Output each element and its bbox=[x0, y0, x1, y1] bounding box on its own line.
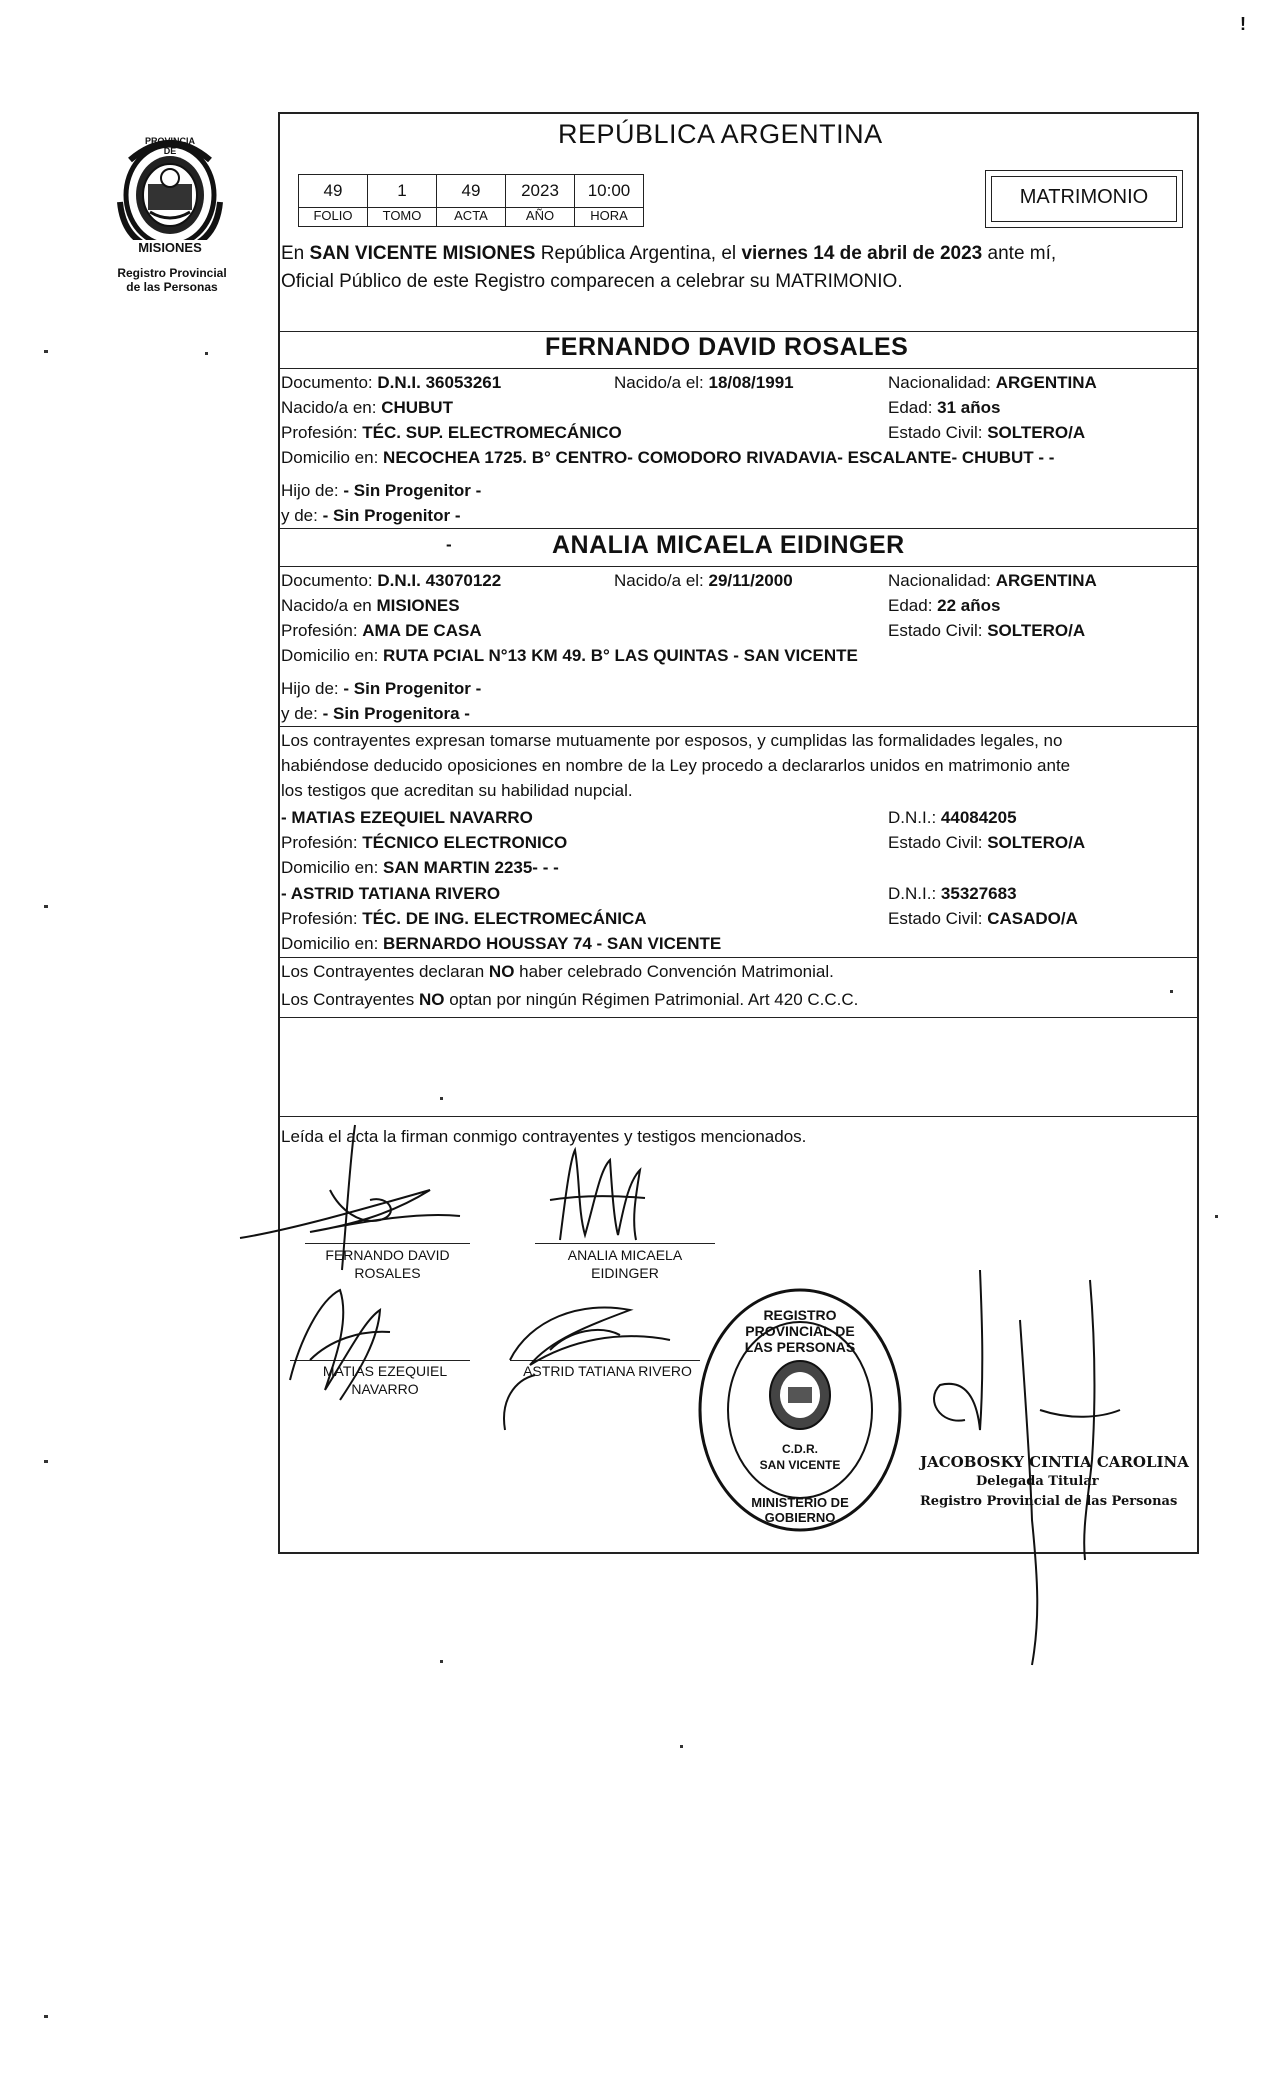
label: Hijo de: bbox=[281, 481, 339, 500]
value: - Sin Progenitor - bbox=[343, 481, 482, 500]
spouse1-nationality bbox=[888, 373, 1097, 393]
value: BERNARDO HOUSSAY 74 - SAN VICENTE bbox=[383, 934, 722, 953]
spouse2-civil-status bbox=[888, 621, 1085, 641]
official-stamp-registry: Registro Provincial de las Personas bbox=[920, 1494, 1178, 1509]
spouse2-birthplace bbox=[281, 596, 460, 616]
value: MISIONES bbox=[376, 596, 460, 615]
text: optan por ningún Régimen Patrimonial. Art 420 C.C.C. bbox=[449, 990, 859, 1009]
spouse1-civil-status bbox=[888, 423, 1085, 443]
label: Profesión: bbox=[281, 909, 358, 928]
label: y de: bbox=[281, 704, 318, 723]
divider bbox=[278, 1116, 1199, 1117]
year-value: 2023 bbox=[505, 174, 575, 208]
official-stamp-title: Delegada Titular bbox=[976, 1474, 1099, 1489]
label: Estado Civil: bbox=[888, 621, 983, 640]
logo-caption-line1: Registro Provincial bbox=[117, 266, 227, 280]
speck bbox=[1215, 1215, 1218, 1218]
value: - Sin Progenitora - bbox=[322, 704, 470, 723]
sig-label-line2: EIDINGER bbox=[591, 1265, 659, 1281]
value: 22 años bbox=[937, 596, 1001, 615]
spouse1-parent2 bbox=[281, 506, 460, 526]
logo-caption-line2: de las Personas bbox=[126, 280, 218, 294]
value: - Sin Progenitor - bbox=[322, 506, 461, 525]
witness2-profession bbox=[281, 909, 647, 929]
value: 18/08/1991 bbox=[708, 373, 794, 392]
value: CASADO/A bbox=[987, 909, 1078, 928]
witness1-address bbox=[281, 858, 559, 878]
witness1-profession bbox=[281, 833, 567, 853]
label: Nacido/a el: bbox=[614, 373, 704, 392]
sig-label-line1: FERNANDO DAVID bbox=[325, 1247, 450, 1263]
divider bbox=[278, 1017, 1199, 1018]
witness1-dni bbox=[888, 808, 1017, 828]
registry-logo bbox=[110, 132, 230, 262]
page-title: REPÚBLICA ARGENTINA bbox=[558, 119, 883, 149]
label: Profesión: bbox=[281, 833, 358, 852]
seal-ring-bottom: MINISTERIO DE GOBIERNO bbox=[751, 1495, 849, 1525]
spouse2-parent2 bbox=[281, 704, 470, 724]
label: Estado Civil: bbox=[888, 833, 983, 852]
witness2-civil-status bbox=[888, 909, 1078, 929]
signatures-intro: Leída el acta la firman conmigo contrayentes y testigos mencionados. bbox=[281, 1127, 807, 1146]
spouse2-signature-scribble bbox=[540, 1140, 660, 1250]
value: RUTA PCIAL N°13 KM 49. B° LAS QUINTAS - SAN VICENTE bbox=[383, 646, 858, 665]
speck bbox=[440, 1660, 443, 1663]
emphasis: NO bbox=[488, 962, 515, 981]
divider bbox=[278, 528, 1199, 529]
label: Domicilio en: bbox=[281, 448, 379, 467]
value: NECOCHEA 1725. B° CENTRO- COMODORO RIVADAVIA- ESCALANTE- CHUBUT - - bbox=[383, 448, 1055, 467]
value: SOLTERO/A bbox=[987, 833, 1086, 852]
spouse1-name: FERNANDO DAVID ROSALES bbox=[545, 333, 909, 361]
acta-label: ACTA bbox=[436, 207, 506, 227]
sig-label-line1: ASTRID TATIANA RIVERO bbox=[523, 1363, 692, 1379]
speck bbox=[680, 1745, 683, 1748]
folio-label: FOLIO bbox=[298, 207, 368, 227]
value: CHUBUT bbox=[381, 398, 453, 417]
divider bbox=[278, 566, 1199, 567]
label: Nacido/a en bbox=[281, 596, 372, 615]
label: Estado Civil: bbox=[888, 423, 983, 442]
spouse1-birthplace bbox=[281, 398, 453, 418]
value: D.N.I. 43070122 bbox=[377, 571, 502, 590]
divider bbox=[278, 331, 1199, 332]
value: AMA DE CASA bbox=[362, 621, 482, 640]
emphasis: NO bbox=[418, 990, 445, 1009]
seal-ring-top: REGISTRO PROVINCIAL DE LAS PERSONAS bbox=[744, 1307, 856, 1355]
divider bbox=[278, 368, 1199, 369]
spouse2-nationality bbox=[888, 571, 1097, 591]
doc-type-box bbox=[985, 170, 1183, 228]
label: Documento: bbox=[281, 571, 373, 590]
seal-inner-line1: C.D.R. bbox=[782, 1442, 818, 1456]
witness2-address bbox=[281, 934, 721, 954]
label: D.N.I.: bbox=[888, 884, 937, 903]
declaration-line-1: Los contrayentes expresan tomarse mutuamente por esposos, y cumplidas las formalidades legales, no bbox=[281, 731, 1063, 750]
intro-text-a: En bbox=[281, 243, 305, 264]
value: ARGENTINA bbox=[995, 373, 1097, 392]
value: SOLTERO/A bbox=[987, 423, 1086, 442]
intro-date: viernes 14 de abril de 2023 bbox=[741, 243, 983, 264]
value: TÉC. DE ING. ELECTROMECÁNICA bbox=[362, 909, 647, 928]
label: Profesión: bbox=[281, 423, 358, 442]
tomo-value: 1 bbox=[367, 174, 437, 208]
value: 35327683 bbox=[940, 884, 1017, 903]
spouse1-address bbox=[281, 448, 1054, 468]
value: TÉC. SUP. ELECTROMECÁNICO bbox=[362, 423, 622, 442]
label: Hijo de: bbox=[281, 679, 339, 698]
regime-line-2 bbox=[281, 990, 858, 1010]
logo-ring-bottom: MISIONES bbox=[130, 240, 210, 255]
spouse2-age bbox=[888, 596, 1000, 616]
label: Nacionalidad: bbox=[888, 571, 992, 590]
logo-ring-top: PROVINCIA DE bbox=[144, 136, 195, 156]
value: D.N.I. 36053261 bbox=[377, 373, 502, 392]
spouse1-parent1 bbox=[281, 481, 481, 501]
witness2-signature-scribble bbox=[490, 1280, 690, 1450]
speck bbox=[440, 1097, 443, 1100]
declaration-line-2: habiéndose deducido oposiciones en nombre de la Ley procedo a declararlos unidos en matrimonio ante bbox=[281, 756, 1071, 775]
value: SOLTERO/A bbox=[987, 621, 1086, 640]
label: Edad: bbox=[888, 398, 933, 417]
value: TÉCNICO ELECTRONICO bbox=[362, 833, 568, 852]
text: Los Contrayentes bbox=[281, 990, 415, 1009]
spouse2-document bbox=[281, 571, 501, 591]
spouse1-birthdate bbox=[614, 373, 794, 393]
witness2-dni bbox=[888, 884, 1017, 904]
sig-label-line1: ANALIA MICAELA bbox=[567, 1247, 683, 1263]
official-seal bbox=[695, 1285, 905, 1535]
margin-mark: ! bbox=[1240, 14, 1246, 34]
divider bbox=[278, 957, 1199, 958]
spouse2-profession bbox=[281, 621, 482, 641]
spouse2-mark: - bbox=[446, 535, 452, 554]
folio-value: 49 bbox=[298, 174, 368, 208]
label: Nacido/a el: bbox=[614, 571, 704, 590]
label: Edad: bbox=[888, 596, 933, 615]
official-stamp-name: JACOBOSKY CINTIA CAROLINA bbox=[920, 1453, 1189, 1471]
witness1-signature-scribble bbox=[280, 1270, 420, 1420]
label: Nacionalidad: bbox=[888, 373, 992, 392]
spouse1-profession bbox=[281, 423, 622, 443]
label: Estado Civil: bbox=[888, 909, 983, 928]
spouse2-name: ANALIA MICAELA EIDINGER bbox=[552, 531, 905, 559]
label: Profesión: bbox=[281, 621, 358, 640]
label: Domicilio en: bbox=[281, 858, 379, 877]
signature-label-spouse2 bbox=[530, 1246, 720, 1282]
seal-inner-line2: SAN VICENTE bbox=[759, 1458, 841, 1472]
intro-text-c: ante mí, bbox=[987, 243, 1057, 264]
value: 44084205 bbox=[940, 808, 1017, 827]
spouse2-birthdate bbox=[614, 571, 793, 591]
sig-label-line1: MATIAS EZEQUIEL bbox=[322, 1363, 448, 1379]
value: SAN MARTIN 2235- - - bbox=[383, 858, 559, 877]
witness1-civil-status bbox=[888, 833, 1085, 853]
intro-line-2: Oficial Público de este Registro comparecen a celebrar su MATRIMONIO. bbox=[281, 271, 903, 292]
label: D.N.I.: bbox=[888, 808, 937, 827]
value: 31 años bbox=[937, 398, 1001, 417]
speck bbox=[205, 352, 208, 355]
speck bbox=[44, 2015, 48, 2018]
value: 29/11/2000 bbox=[708, 571, 793, 590]
label: Domicilio en: bbox=[281, 646, 379, 665]
label: Domicilio en: bbox=[281, 934, 379, 953]
intro-line-1 bbox=[281, 242, 1056, 266]
spouse1-age bbox=[888, 398, 1000, 418]
label: y de: bbox=[281, 506, 318, 525]
speck bbox=[44, 905, 48, 908]
divider bbox=[278, 726, 1199, 727]
value: ARGENTINA bbox=[995, 571, 1097, 590]
text: haber celebrado Convención Matrimonial. bbox=[519, 962, 834, 981]
label: Nacido/a en: bbox=[281, 398, 377, 417]
intro-place: SAN VICENTE MISIONES bbox=[309, 243, 536, 264]
text: Los Contrayentes declaran bbox=[281, 962, 485, 981]
sig-label-line2: NAVARRO bbox=[351, 1381, 419, 1397]
regime-line-1 bbox=[281, 962, 834, 982]
acta-value: 49 bbox=[436, 174, 506, 208]
label: Documento: bbox=[281, 373, 373, 392]
value: - Sin Progenitor - bbox=[343, 679, 482, 698]
sig-label-line2: ROSALES bbox=[354, 1265, 421, 1281]
speck bbox=[44, 350, 48, 353]
witness2-name: - ASTRID TATIANA RIVERO bbox=[281, 884, 501, 903]
doc-type-label: MATRIMONIO bbox=[991, 176, 1177, 222]
declaration-line-3: los testigos que acreditan su habilidad nupcial. bbox=[281, 781, 633, 800]
speck bbox=[44, 1460, 48, 1463]
spouse2-parent1 bbox=[281, 679, 481, 699]
intro-text-b: República Argentina, el bbox=[540, 243, 737, 264]
logo-caption bbox=[92, 266, 252, 294]
hour-value: 10:00 bbox=[574, 174, 644, 208]
tomo-label: TOMO bbox=[367, 207, 437, 227]
year-label: AÑO bbox=[505, 207, 575, 227]
witness1-name: - MATIAS EZEQUIEL NAVARRO bbox=[281, 808, 533, 827]
hour-label: HORA bbox=[574, 207, 644, 227]
spouse1-signature-scribble bbox=[230, 1120, 510, 1280]
spouse2-address bbox=[281, 646, 858, 666]
spouse1-document bbox=[281, 373, 501, 393]
